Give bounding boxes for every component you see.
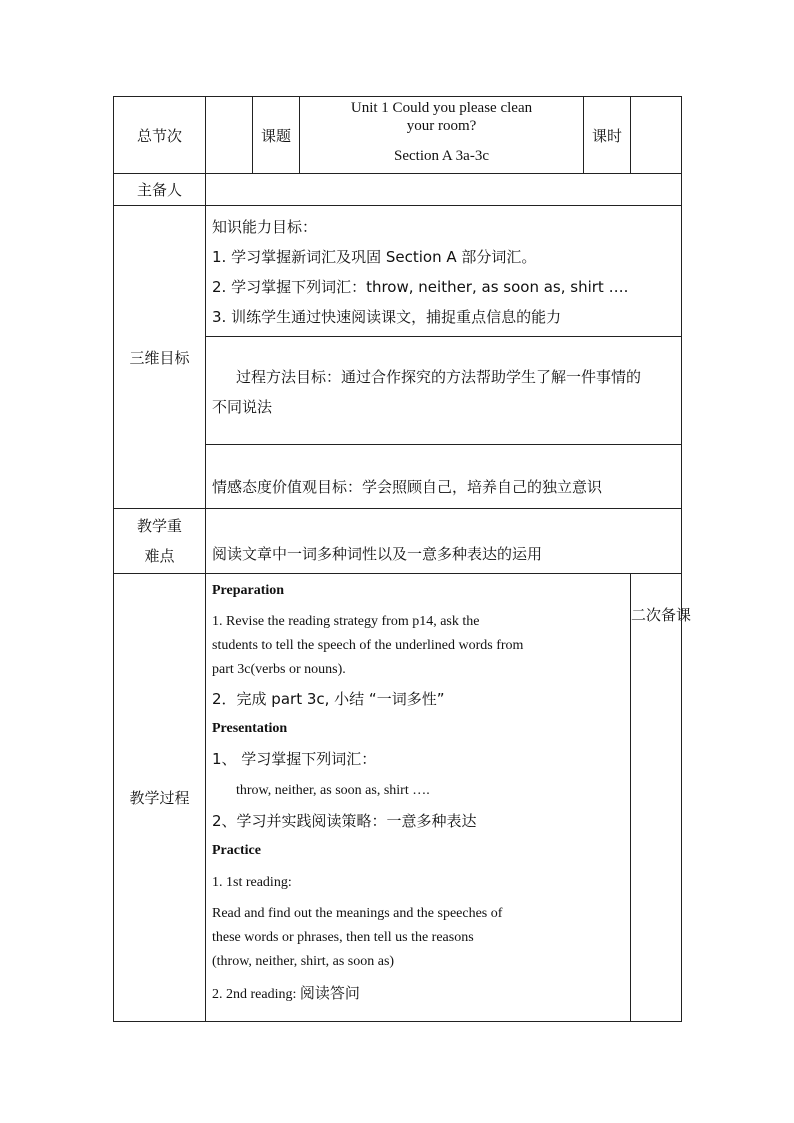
lesson-plan-table	[113, 96, 692, 1022]
knowledge-item-3: 3. 训练学生通过快速阅读课文，捕捉重点信息的能力	[212, 308, 562, 326]
topic-title-line2: your room?	[406, 118, 477, 134]
knowledge-item-1: 1. 学习掌握新词汇及巩固 Section A 部分词汇。	[212, 248, 537, 266]
key-points-label-line1: 教学重	[136, 517, 182, 535]
class-hours-label: 课时	[584, 97, 631, 174]
class-hours-value[interactable]	[631, 97, 682, 174]
objectives-knowledge-row	[114, 206, 682, 337]
pres-item1-words: throw, neither, as soon as, shirt ….	[236, 783, 430, 798]
total-lesson-label: 总节次	[114, 97, 206, 174]
prac-item1-line1: Read and find out the meanings and the speeches of	[212, 906, 503, 921]
key-points-label	[114, 509, 206, 574]
prep-item2: 2．完成 part 3c, 小结 “一词多性”	[212, 690, 445, 708]
knowledge-heading: 知识能力目标：	[212, 218, 318, 236]
prep-item1-line1: 1. Revise the reading strategy from p14, ask the	[212, 614, 480, 629]
practice-heading: Practice	[212, 843, 261, 858]
process-label: 教学过程	[114, 574, 206, 1022]
preparer-label: 主备人	[114, 174, 206, 206]
knowledge-item-2: 2. 学习掌握下列词汇：throw, neither, as soon as, shirt ….	[212, 278, 629, 296]
second-prep-label: 二次备课	[631, 606, 692, 624]
topic-title	[300, 97, 584, 174]
topic-section: Section A 3a-3c	[394, 148, 489, 164]
topic-label: 课题	[253, 97, 300, 174]
header-row	[114, 97, 682, 174]
key-points-cell	[206, 509, 682, 574]
process-objectives-cell	[206, 337, 682, 445]
key-points-row	[114, 509, 682, 574]
preparation-heading: Preparation	[212, 583, 285, 598]
pres-item2: 2、学习并实践阅读策略：一意多种表达	[212, 812, 477, 830]
prac-item1-line3: (throw, neither, shirt, as soon as)	[212, 954, 395, 969]
prac-item2	[212, 978, 624, 1010]
key-points-content: 阅读文章中一词多种词性以及一意多种表达的运用	[212, 545, 543, 563]
key-points-label-line2: 难点	[144, 547, 175, 565]
preparer-value[interactable]	[206, 174, 682, 206]
pres-item1: 1、 学习掌握下列词汇：	[212, 750, 377, 768]
process-objective-line1: 过程方法目标：通过合作探究的方法帮助学生了解一件事情的	[236, 367, 642, 386]
total-lesson-value[interactable]	[206, 97, 253, 174]
knowledge-objectives-cell	[206, 206, 682, 337]
attitude-objectives-cell	[206, 445, 682, 509]
prac-item1: 1. 1st reading:	[212, 875, 292, 890]
process-objective-line2: 不同说法	[212, 397, 273, 416]
second-prep-cell	[631, 574, 692, 1022]
presentation-heading: Presentation	[212, 721, 288, 736]
prac-item2-suffix: 阅读答问	[299, 984, 360, 1002]
prac-item1-line2: these words or phrases, then tell us the reasons	[212, 930, 474, 945]
process-content-cell	[206, 574, 631, 1022]
lesson-plan-page	[113, 96, 692, 1022]
topic-title-line1: Unit 1 Could you please clean	[350, 100, 533, 116]
prac-item2-prefix: 2. 2nd reading:	[212, 987, 300, 1002]
preparer-row	[114, 174, 682, 206]
process-row	[114, 574, 682, 1022]
prep-item1-line2: students to tell the speech of the underlined words from	[212, 638, 524, 653]
attitude-objective: 情感态度价值观目标：学会照顾自己，培养自己的独立意识	[212, 478, 603, 496]
objectives-label: 三维目标	[114, 206, 206, 509]
prep-item1-line3: part 3c(verbs or nouns).	[212, 662, 346, 677]
